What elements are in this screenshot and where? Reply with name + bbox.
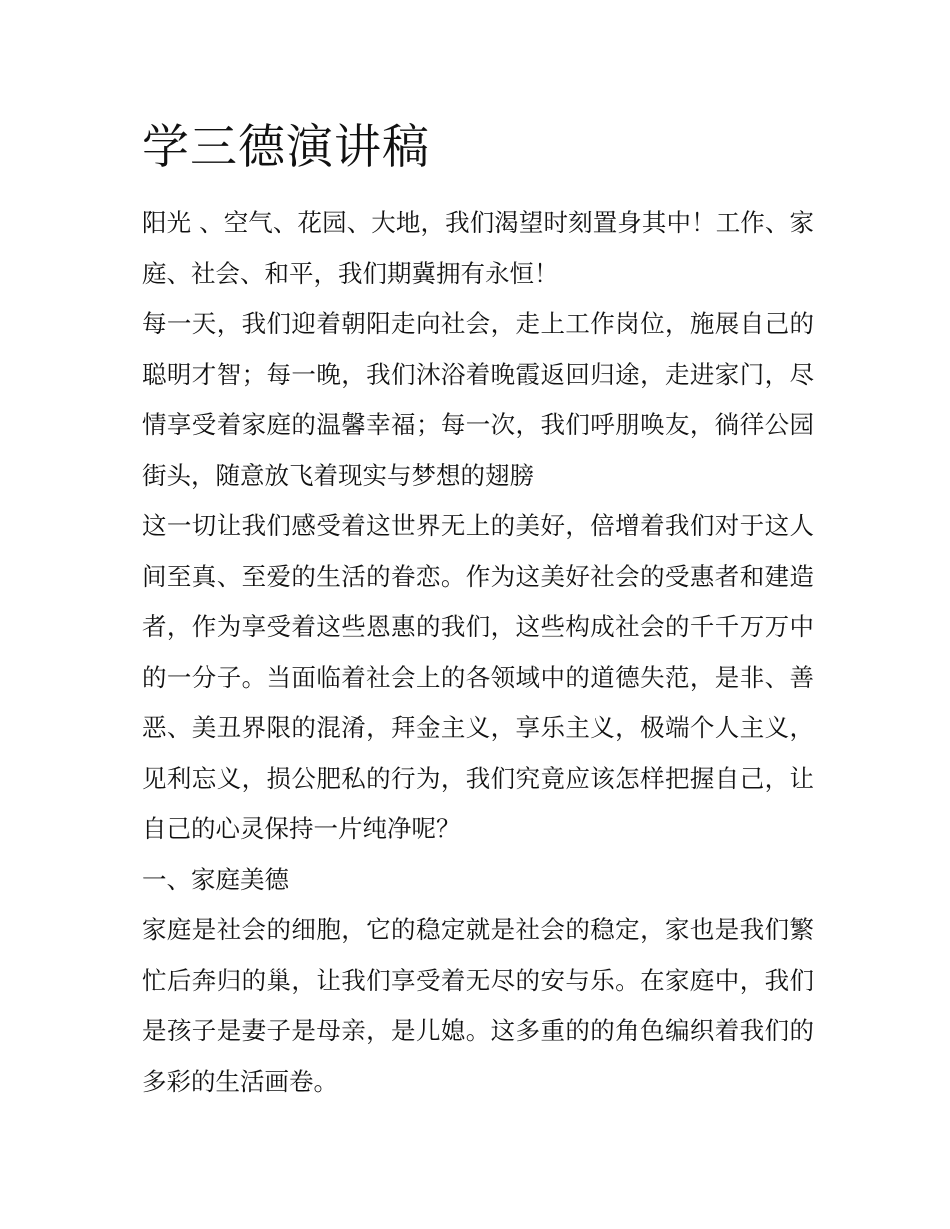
paragraph-family: 家庭是社会的细胞，它的稳定就是社会的稳定，家也是我们繁忙后奔归的巢，让我们享受着无尽的安与乐。在家庭中，我们是孩子是妻子是母亲，是儿媳。这多重的的角色编织着我们的多彩的生活画卷。 [142, 915, 814, 1096]
paragraph-reflection: 这一切让我们感受着这世界无上的美好，倍增着我们对于这人间至真、至爱的生活的眷恋。作为这美好社会的受惠者和建造者，作为享受着这些恩惠的我们，这些构成社会的千千万万中的一分子。当面临着社会上的各领域中的道德失范，是非、善恶、美丑界限的混淆，拜金主义，享乐主义，极端个人主义，见利忘义，损公肥私的行为，我们究竟应该怎样把握自己，让自己的心灵保持一片纯净呢？ [142, 511, 814, 843]
document-title: 学三德演讲稿 [142, 120, 430, 175]
paragraph-intro: 阳光 、空气、花园、大地，我们渴望时刻置身其中！工作、家庭、社会、和平，我们期冀拥有永恒！ [142, 208, 814, 288]
section-heading-family-virtue: 一、家庭美德 [142, 864, 289, 894]
document-page [142, 112, 814, 1107]
paragraph-daily-life: 每一天，我们迎着朝阳走向社会，走上工作岗位，施展自己的聪明才智；每一晚，我们沐浴着晚霞返回归途，走进家门，尽情享受着家庭的温馨幸福；每一次，我们呼朋唤友，徜徉公园街头，随意放飞着现实与梦想的翅膀 [142, 309, 814, 490]
